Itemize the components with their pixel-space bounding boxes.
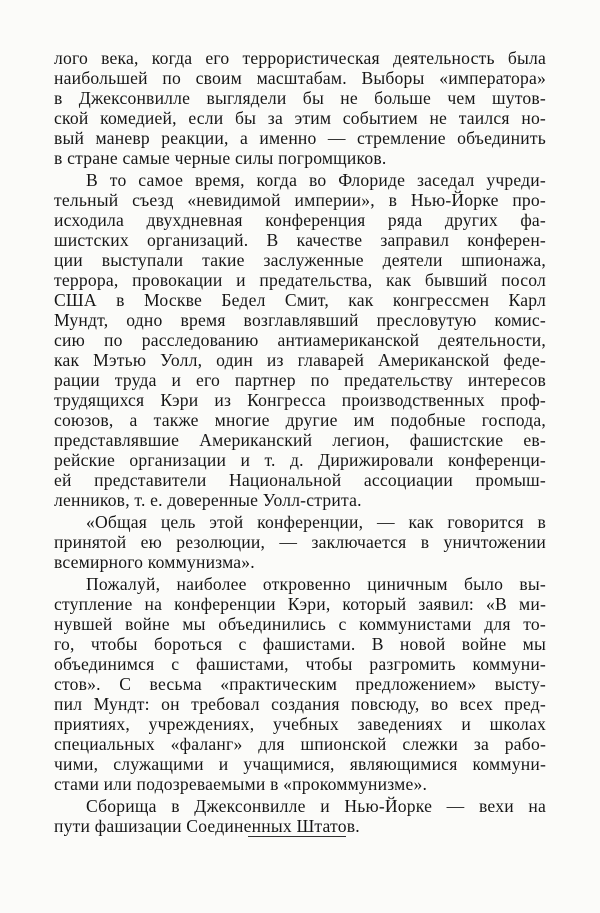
text-line: Сборища в Джексонвилле и Нью-Йорке — вехи на [86,796,546,816]
paragraph-1 [54,48,546,168]
text-line: ской комедией, если бы за этим событием не таился но- [54,108,546,128]
text-line: рейские организации и т. д. Дирижировали конференци- [54,450,546,470]
text-line: рации труда и его партнер по предательству интересов [54,370,546,390]
text-line: США в Москве Бедел Смит, как конгрессмен Карл [54,290,546,310]
text-line: как Мэтью Уолл, один из главарей Американской феде- [54,350,546,370]
text-line: в стране самые черные силы погромщиков. [54,148,387,168]
text-line: Пожалуй, наиболее откровенно циничным было вы- [86,574,546,594]
text-line: пил Мундт: он требовал создания повсюду, во всех пред- [54,694,546,714]
text-line: ции выступали такие заслуженные деятели шпионажа, [54,250,546,270]
paragraph-4 [54,574,546,794]
text-line: вый маневр реакции, а именно — стремление объединить [54,128,546,148]
text-line: принятой ею резолюции, — заключается в уничтожении [54,532,546,552]
text-line: ей представители Национальной ассоциации промыш- [54,470,546,490]
paragraph-3 [54,512,546,572]
text-line: лого века, когда его террористическая деятельность была [54,48,546,68]
text-line: объединимся с фашистами, чтобы разгромить коммуни- [54,654,546,674]
text-line: «Общая цель этой конференции, — как говорится в [86,512,546,532]
text-line: стов». С весьма «практическим предложением» высту- [54,674,546,694]
paragraph-5 [54,796,546,836]
text-line: исходила двухдневная конференция ряда других фа- [54,210,546,230]
text-line: всемирного коммунизма». [54,552,255,572]
text-line: пути фашизации Соединенных Штатов. [54,816,360,836]
text-line: союзов, а также многие другие им подобные господа, [54,410,546,430]
text-line: представлявшие Американский легион, фашистские ев- [54,430,546,450]
text-line: нувшей войне мы объединились с коммунистами для то- [54,614,546,634]
text-line: террора, провокации и предательства, как бывший посол [54,270,546,290]
text-line: ленников, т. е. доверенные Уолл-стрита. [54,490,362,510]
text-line: ступление на конференции Кэри, который заявил: «В ми- [54,594,546,614]
text-line: В то самое время, когда во Флориде заседал учреди- [86,170,546,190]
text-line: Мундт, одно время возглавлявший пресловутую комис- [54,310,546,330]
text-line: шистских организаций. В качестве заправил конферен- [54,230,546,250]
text-line: специальных «фаланг» для шпионской слежки за рабо- [54,734,546,754]
text-line: стами или подозреваемыми в «прокоммунизме». [54,774,428,794]
section-divider-rule [248,836,346,837]
text-line: тельный съезд «невидимой империи», в Нью-Йорке про- [54,190,546,210]
text-line: сию по расследованию антиамериканской деятельности, [54,330,546,350]
text-line: наибольшей по своим масштабам. Выборы «императора» [54,68,546,88]
text-line: в Джексонвилле выглядели бы не больше чем шутов- [54,88,546,108]
text-line: приятиях, учреждениях, учебных заведениях и школах [54,714,546,734]
text-line: трудящихся Кэри из Конгресса производственных проф- [54,390,546,410]
paragraph-2 [54,170,546,510]
body-text [54,48,546,838]
text-line: чими, служащими и учащимися, являющимися коммуни- [54,754,546,774]
text-line: го, чтобы бороться с фашистами. В новой войне мы [54,634,546,654]
